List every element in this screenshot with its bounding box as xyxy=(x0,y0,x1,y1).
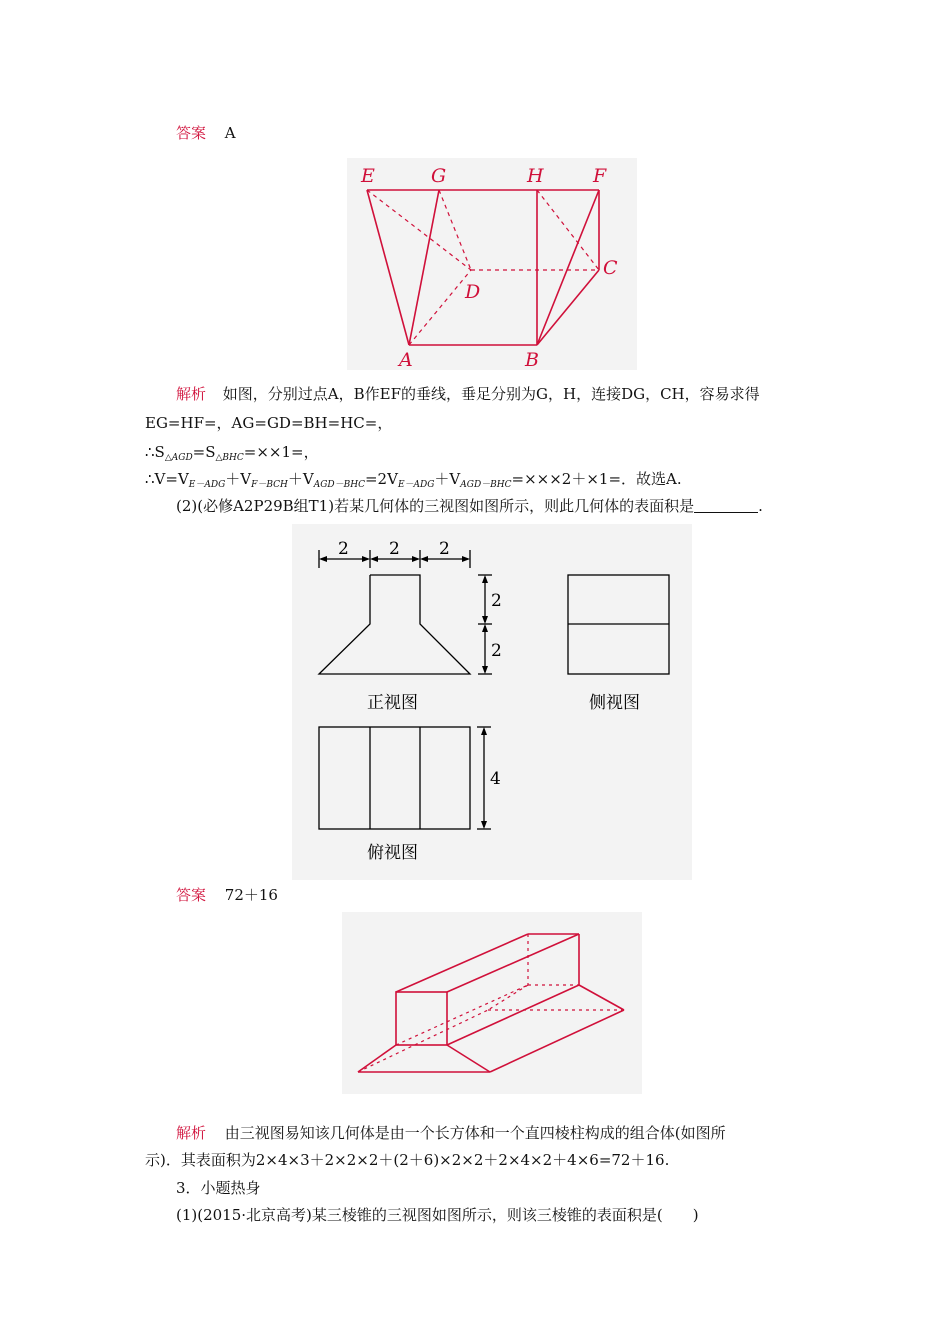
solution-2-line-1 xyxy=(176,1122,726,1144)
figure-1-solid xyxy=(347,158,637,370)
answer-label: 答案 xyxy=(176,124,207,142)
solution-1-line-3: $\therefore S_{\triangle AGD}=S_{\triangle BHC}=\times\times 1=$， xyxy=(145,443,319,463)
dim-top-3: 2 xyxy=(439,539,450,559)
section-3-title: 3．小题热身 xyxy=(176,1179,261,1197)
point-label-b: B xyxy=(525,349,539,370)
point-label-f: F xyxy=(593,165,607,187)
solution-1-line-4: $\therefore V=V_{E-ADG}+V_{F-BCH}+V_{AGD-BHC}=2V_{E-ADG}+V_{AGD-BHC}=\times\times\times 2+\times 1=$．故选A. xyxy=(145,470,682,490)
solution-text: 由三视图易知该几何体是由一个长方体和一个直四棱柱构成的组合体(如图所 xyxy=(224,1124,726,1142)
side-view-caption: 侧视图 xyxy=(589,693,640,713)
question-2: (2)(必修A2P29B组T1)若某几何体的三视图如图所示，则此几何体的表面积是 . xyxy=(176,497,763,515)
dim-top-1: 2 xyxy=(338,539,349,559)
answer-2 xyxy=(176,884,278,906)
dim-top-2: 2 xyxy=(389,539,400,559)
front-view-caption: 正视图 xyxy=(367,693,418,713)
answer-1 xyxy=(176,122,236,144)
solution-1-line-2: EG=HF=，AG=GD=BH=HC=， xyxy=(145,414,393,432)
solution-text: 如图，分别过点A，B作EF的垂线，垂足分别为G，H，连接DG，CH，容易求得 xyxy=(222,385,760,403)
answer-value: A xyxy=(224,124,236,142)
solution-1-line-1 xyxy=(176,383,760,405)
solution-label: 解析 xyxy=(176,385,207,403)
point-label-c: C xyxy=(603,257,618,279)
question-3-1: (1)(2015·北京高考)某三棱锥的三视图如图所示，则该三棱锥的表面积是( ) xyxy=(176,1206,699,1224)
figure-2-three-views xyxy=(292,524,692,880)
point-label-a: A xyxy=(399,349,413,370)
solution-label: 解析 xyxy=(176,1124,207,1142)
top-view-caption: 俯视图 xyxy=(367,843,418,863)
question-2-text: (2)(必修A2P29B组T1)若某几何体的三视图如图所示，则此几何体的表面积是 xyxy=(176,497,695,515)
solution-2-line-2: 示)．其表面积为2×4×3＋2×2×2＋(2＋6)×2×2＋2×4×2＋4×6=72＋16. xyxy=(145,1151,670,1169)
dim-right-2: 2 xyxy=(491,641,502,661)
figure-3-solid xyxy=(342,912,642,1094)
point-label-e: E xyxy=(361,165,375,187)
point-label-d: D xyxy=(465,281,481,303)
answer-value: 72＋16 xyxy=(224,886,278,904)
dim-depth: 4 xyxy=(490,769,501,789)
point-label-h: H xyxy=(527,165,544,187)
point-label-g: G xyxy=(431,165,447,187)
answer-blank xyxy=(694,498,758,513)
dim-right-1: 2 xyxy=(491,591,502,611)
answer-label: 答案 xyxy=(176,886,207,904)
